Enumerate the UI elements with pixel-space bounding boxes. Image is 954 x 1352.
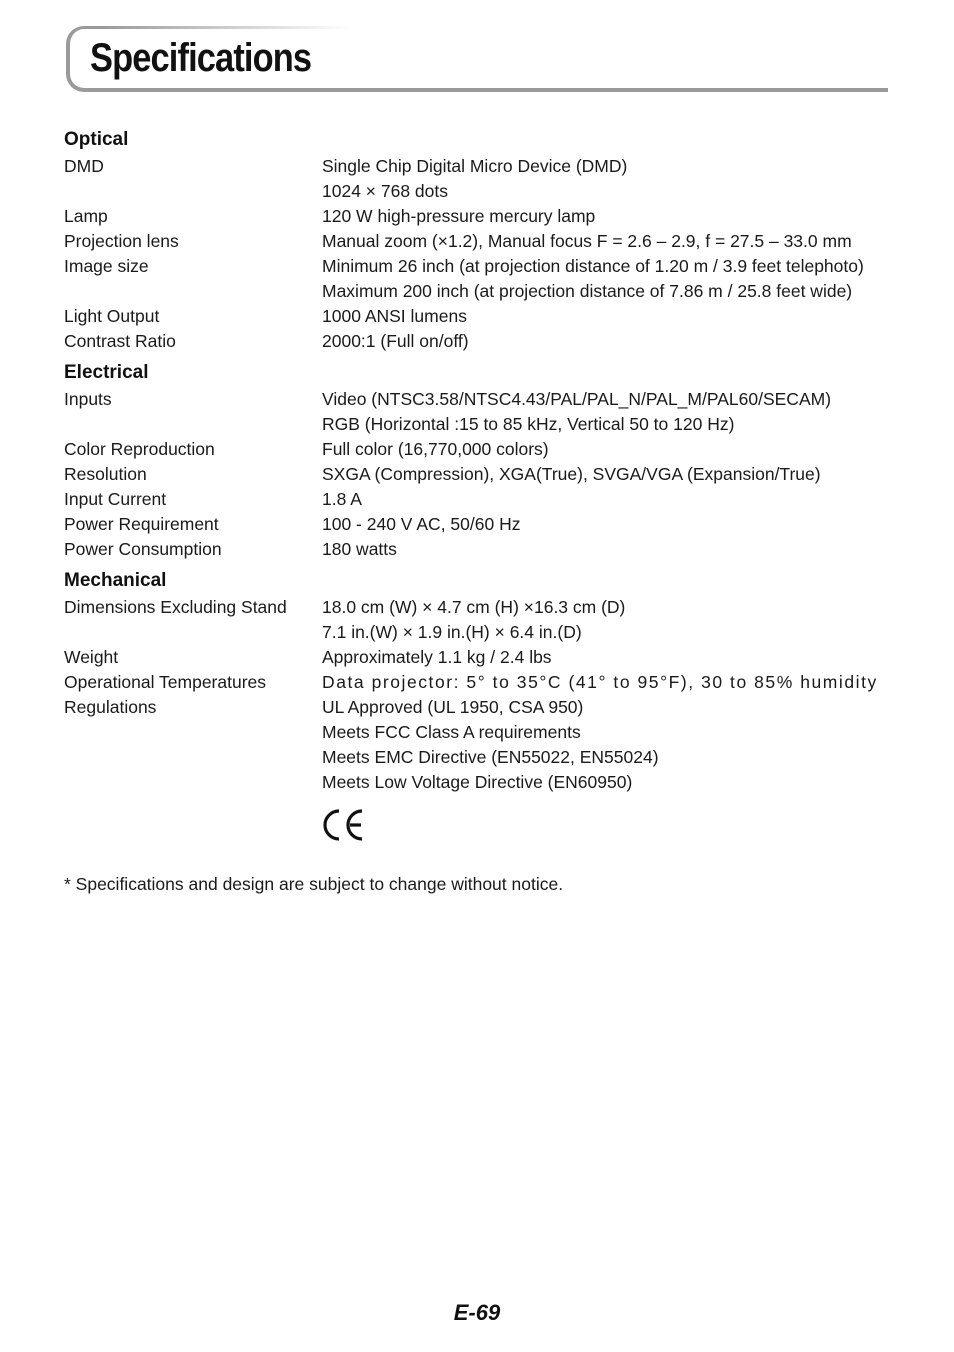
spec-value: Minimum 26 inch (at projection distance of 1.20 m / 3.9 feet telephoto) [322, 256, 864, 276]
spec-label: Lamp [64, 206, 108, 226]
spec-label: Weight [64, 647, 119, 667]
section-heading-mechanical: Mechanical [64, 570, 167, 591]
spec-row-dimensions [64, 595, 890, 645]
spec-value: 2000:1 (Full on/off) [322, 331, 469, 351]
spec-row-lamp [64, 204, 890, 229]
spec-row-inputs [64, 387, 890, 437]
spec-value: SXGA (Compression), XGA(True), SVGA/VGA (Expansion/True) [322, 464, 821, 484]
spec-label: Resolution [64, 464, 147, 484]
spec-row-light-output [64, 304, 890, 329]
section-heading-optical: Optical [64, 129, 129, 150]
spec-label: Color Reproduction [64, 439, 215, 459]
spec-value: Full color (16,770,000 colors) [322, 439, 549, 459]
spec-row-image-size [64, 254, 890, 304]
spec-row-power-requirement [64, 512, 890, 537]
spec-value: RGB (Horizontal :15 to 85 kHz, Vertical 50 to 120 Hz) [322, 414, 735, 434]
spec-row-power-consumption [64, 537, 890, 562]
spec-value: UL Approved (UL 1950, CSA 950) [322, 697, 584, 717]
spec-label: Contrast Ratio [64, 331, 176, 351]
spec-value: Data projector: 5° to 35°C (41° to 95°F), 30 to 85% humidity [322, 672, 878, 692]
page-title: Specifications [90, 36, 312, 80]
spec-label: Image size [64, 256, 149, 276]
title-bottom-rule [102, 88, 888, 92]
spec-list [64, 126, 890, 795]
spec-row-regulations [64, 695, 890, 795]
page-number: E-69 [453, 1300, 501, 1325]
spec-row-weight [64, 645, 890, 670]
spec-label: Input Current [64, 489, 167, 509]
spec-value: Approximately 1.1 kg / 2.4 lbs [322, 647, 552, 667]
footnote: * Specifications and design are subject to change without notice. [64, 874, 564, 894]
spec-row-color-reproduction [64, 437, 890, 462]
spec-label: Operational Temperatures [64, 672, 267, 692]
title-top-rule [102, 26, 352, 29]
spec-row-dmd [64, 154, 890, 204]
section-heading-electrical: Electrical [64, 362, 149, 383]
spec-value: 100 - 240 V AC, 50/60 Hz [322, 514, 521, 534]
spec-value: Meets Low Voltage Directive (EN60950) [322, 772, 633, 792]
spec-value: Single Chip Digital Micro Device (DMD) [322, 156, 628, 176]
spec-value: 18.0 cm (W) × 4.7 cm (H) ×16.3 cm (D) [322, 597, 626, 617]
spec-value: 1.8 A [322, 489, 362, 509]
spec-row-projection-lens [64, 229, 890, 254]
spec-value: 1024 × 768 dots [322, 181, 449, 201]
spec-label: Inputs [64, 389, 112, 409]
spec-row-operational-temperatures [64, 670, 890, 695]
spec-value: Video (NTSC3.58/NTSC4.43/PAL/PAL_N/PAL_M/PAL60/SECAM) [322, 389, 832, 409]
spec-value: 1000 ANSI lumens [322, 306, 467, 326]
spec-label: Power Requirement [64, 514, 219, 534]
spec-label: Dimensions Excluding Stand [64, 597, 287, 617]
spec-label: Regulations [64, 697, 157, 717]
spec-value: 120 W high-pressure mercury lamp [322, 206, 596, 226]
spec-row-resolution [64, 462, 890, 487]
spec-value: Meets FCC Class A requirements [322, 722, 581, 742]
spec-label: Power Consumption [64, 539, 222, 559]
spec-value: Meets EMC Directive (EN55022, EN55024) [322, 747, 659, 767]
spec-value: 7.1 in.(W) × 1.9 in.(H) × 6.4 in.(D) [322, 622, 582, 642]
spec-label: DMD [64, 156, 104, 176]
spec-label: Projection lens [64, 231, 179, 251]
spec-value: 180 watts [322, 539, 397, 559]
spec-row-input-current [64, 487, 890, 512]
spec-value: Maximum 200 inch (at projection distance of 7.86 m / 25.8 feet wide) [322, 281, 853, 301]
spec-label: Light Output [64, 306, 160, 326]
spec-row-contrast-ratio [64, 329, 890, 354]
ce-mark-icon [322, 808, 366, 842]
spec-value: Manual zoom (×1.2), Manual focus F = 2.6 – 2.9, f = 27.5 – 33.0 mm [322, 231, 852, 251]
